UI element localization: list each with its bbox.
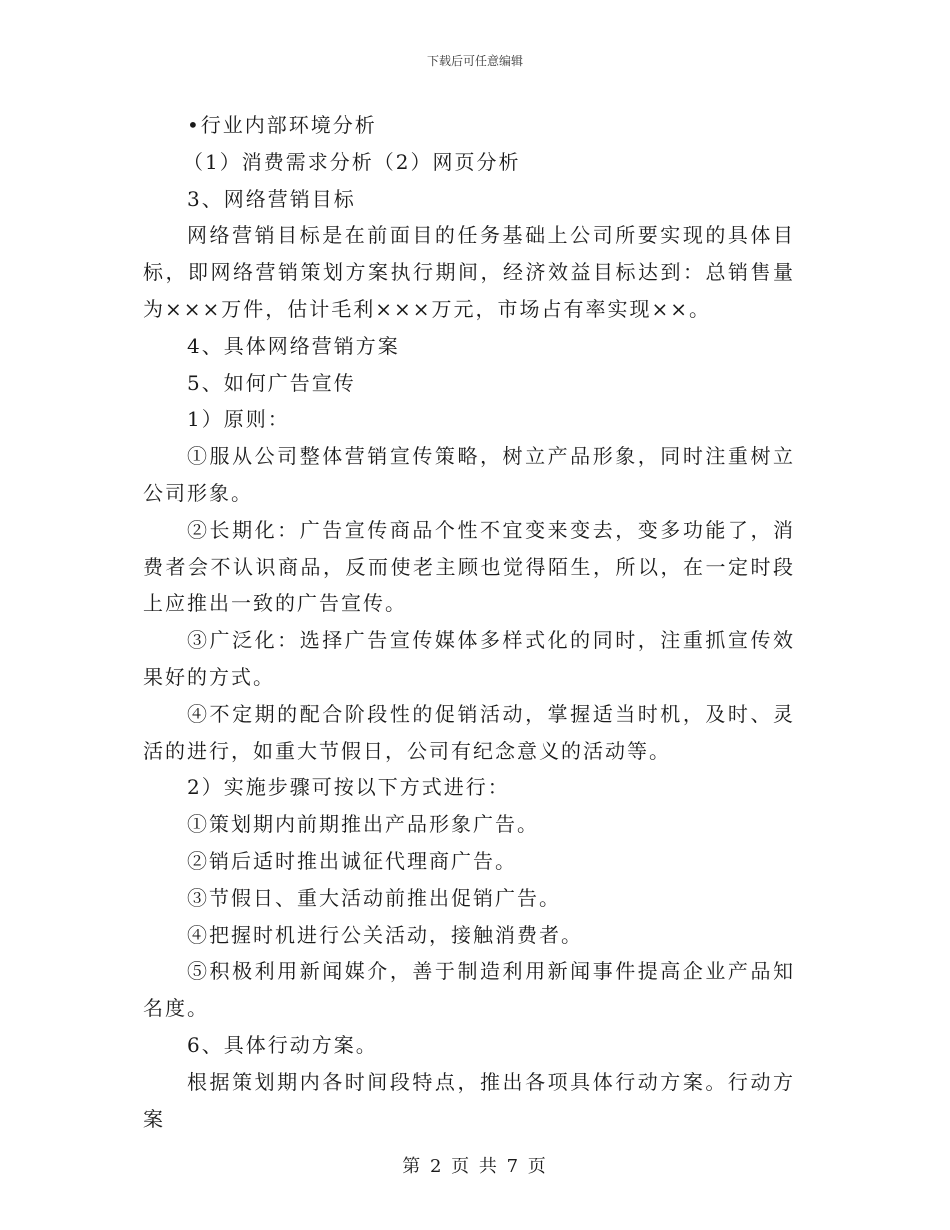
list-item-principle-3: ③广泛化：选择广告宣传媒体多样式化的同时，注重抓宣传效果好的方式。 [143, 628, 795, 689]
list-item-step-2: ②销后适时推出诚征代理商广告。 [187, 848, 517, 873]
paragraph-consumer-demand-web-analysis: （1）消费需求分析（2）网页分析 [183, 149, 521, 174]
paragraph-action-plan: 根据策划期内各时间段特点，推出各项具体行动方案。行动方案 [143, 1069, 795, 1131]
list-item-step-5: ⑤积极利用新闻媒介，善于制造利用新闻事件提高企业产品知名度。 [143, 959, 795, 1021]
heading-advertising: 5、如何广告宣传 [187, 370, 356, 395]
heading-implementation-steps: 2）实施步骤可按以下方式进行： [187, 775, 510, 800]
heading-action-plan: 6、具体行动方案。 [187, 1032, 378, 1057]
list-item-principle-2: ②长期化：广告宣传商品个性不宜变来变去，变多功能了，消费者会不认识商品，反而使老主顾也觉得陌生，所以，在一定时段上应推出一致的广告宣传。 [143, 517, 795, 616]
list-item-step-1: ①策划期内前期推出产品形象广告。 [187, 812, 539, 837]
list-item-principle-1: ①服从公司整体营销宣传策略，树立产品形象，同时注重树立公司形象。 [143, 444, 795, 505]
page-number-footer: 第 2 页 共 7 页 [402, 1156, 548, 1177]
heading-specific-marketing-plan: 4、具体网络营销方案 [187, 333, 400, 358]
paragraph-industry-internal-analysis: •行业内部环境分析 [187, 113, 377, 137]
document-body [143, 107, 795, 1137]
list-item-step-4: ④把握时机进行公关活动，接触消费者。 [187, 922, 583, 947]
heading-marketing-goals: 3、网络营销目标 [187, 186, 356, 211]
list-item-principle-4: ④不定期的配合阶段性的促销活动，掌握适当时机，及时、灵活的进行，如重大节假日，公司有纪念意义的活动等。 [143, 701, 795, 763]
heading-principles: 1）原则： [187, 407, 290, 432]
paragraph-marketing-goals: 网络营销目标是在前面目的任务基础上公司所要实现的具体目标，即网络营销策划方案执行期间，经济效益目标达到：总销售量为×××万件，估计毛利×××万元，市场占有率实现××。 [143, 223, 795, 321]
list-item-step-3: ③节假日、重大活动前推出促销广告。 [187, 885, 561, 910]
page-header-note: 下载后可任意编辑 [426, 54, 523, 68]
